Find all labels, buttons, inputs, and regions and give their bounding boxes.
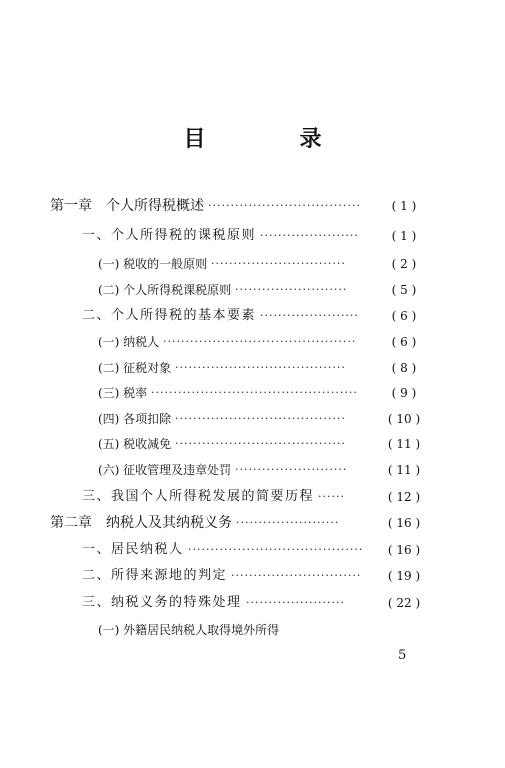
toc-entry: [0, 460, 505, 480]
toc-entry-title: 三、我国个人所得税发展的简要历程: [82, 489, 315, 504]
toc-entry: [0, 306, 505, 326]
toc-leader-dots: ·······································: [188, 543, 364, 556]
toc-leader-dots: ·····························: [231, 569, 362, 582]
toc-leader-dots: ······················: [260, 309, 359, 322]
page-title: 目 录: [183, 126, 358, 152]
toc-entry: [0, 620, 505, 640]
toc-entry-page: ( 2 ): [391, 257, 417, 271]
toc-entry: [0, 593, 505, 613]
page-number: 5: [398, 648, 407, 663]
toc-entry-title: 一、个人所得税的课税原则: [82, 228, 257, 243]
toc-entry-page: ( 12 ): [387, 490, 421, 504]
toc-entry-page: ( 19 ): [387, 569, 421, 583]
toc-entry-title: 二、个人所得税的基本要素: [82, 308, 257, 323]
toc-leader-dots: ··································: [208, 199, 361, 212]
toc-entry-page: ( 22 ): [387, 596, 421, 610]
toc-entry-title: (三) 税率: [98, 386, 148, 400]
toc-entry-title: 一、居民纳税人: [82, 542, 184, 557]
toc-entry: [0, 358, 505, 378]
toc-entry: [0, 226, 505, 246]
toc-entry-page: ( 6 ): [391, 309, 417, 323]
toc-leader-dots: ······································: [175, 437, 346, 450]
toc-entry: [0, 540, 505, 560]
toc-entry: [0, 196, 505, 216]
toc-entry: [0, 409, 505, 429]
toc-entry-title: (五) 税收减免: [98, 437, 172, 451]
toc-entry: [0, 434, 505, 454]
toc-leader-dots: ·························: [235, 463, 348, 476]
toc-entry: [0, 513, 505, 533]
toc-leader-dots: ······················: [260, 229, 359, 242]
toc-entry-page: ( 16 ): [387, 543, 421, 557]
toc-entry: [0, 254, 505, 274]
toc-entry-page: ( 16 ): [387, 516, 421, 530]
toc-entry-page: ( 1 ): [391, 199, 417, 213]
toc-entry: [0, 383, 505, 403]
table-of-contents: [0, 196, 505, 656]
toc-leader-dots: ·························: [235, 283, 348, 296]
toc-entry: [0, 566, 505, 586]
toc-entry: [0, 280, 505, 300]
toc-entry-page: ( 8 ): [391, 361, 417, 375]
toc-entry: [0, 487, 505, 507]
toc-entry-title: 三、纳税义务的特殊处理: [82, 595, 242, 610]
toc-entry-page: ( 11 ): [387, 437, 421, 451]
toc-entry-title: (一) 纳税人: [98, 335, 160, 349]
toc-entry-page: ( 11 ): [387, 463, 421, 477]
toc-entry-page: ( 1 ): [391, 229, 417, 243]
toc-entry-page: ( 9 ): [391, 386, 417, 400]
toc-entry-page: ( 5 ): [391, 283, 417, 297]
toc-leader-dots: ······································: [175, 361, 346, 374]
toc-leader-dots: ······: [318, 490, 345, 503]
toc-leader-dots: ······················: [246, 596, 345, 609]
toc-leader-dots: ··············································: [151, 386, 358, 399]
toc-leader-dots: ·······················: [236, 516, 340, 529]
toc-entry-page: ( 6 ): [391, 335, 417, 349]
toc-entry-title: (一) 外籍居民纳税人取得境外所得: [98, 623, 280, 637]
toc-entry-title: 第一章 个人所得税概述: [50, 198, 204, 214]
toc-entry-title: 二、所得来源地的判定: [82, 568, 228, 583]
toc-entry: [0, 332, 505, 352]
toc-entry-title: (二) 征税对象: [98, 361, 172, 375]
toc-leader-dots: ······························: [211, 257, 346, 270]
toc-leader-dots: ···········································: [163, 335, 357, 348]
toc-entry-title: (六) 征收管理及违章处罚: [98, 463, 232, 477]
toc-entry-page: ( 10 ): [387, 412, 421, 426]
toc-entry-title: 第二章 纳税人及其纳税义务: [50, 515, 232, 531]
toc-entry-title: (四) 各项扣除: [98, 412, 172, 426]
toc-entry-title: (一) 税收的一般原则: [98, 257, 208, 271]
toc-leader-dots: ······································: [175, 412, 346, 425]
toc-entry-title: (二) 个人所得税课税原则: [98, 283, 232, 297]
